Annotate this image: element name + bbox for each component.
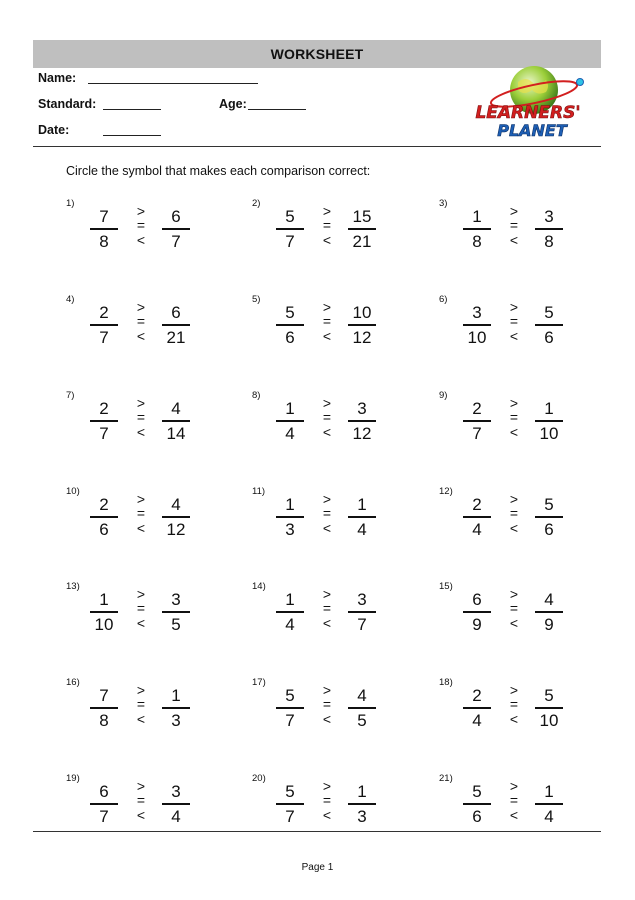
right-numerator: 4 xyxy=(171,399,181,418)
equal-symbol[interactable]: = xyxy=(509,409,519,425)
fraction-bar xyxy=(90,420,118,422)
fraction-bar xyxy=(463,707,491,709)
left-numerator: 2 xyxy=(472,495,482,514)
fraction-bar xyxy=(535,611,563,613)
less-than-symbol[interactable]: < xyxy=(322,424,332,440)
less-than-symbol[interactable]: < xyxy=(136,328,146,344)
greater-than-symbol[interactable]: > xyxy=(509,682,519,698)
fraction-bar xyxy=(276,516,304,518)
fraction-bar xyxy=(276,611,304,613)
right-numerator: 1 xyxy=(544,782,554,801)
left-numerator: 6 xyxy=(99,782,109,801)
equal-symbol[interactable]: = xyxy=(322,505,332,521)
date-label: Date: xyxy=(38,123,70,137)
less-than-symbol[interactable]: < xyxy=(136,615,146,631)
left-numerator: 2 xyxy=(99,399,109,418)
problem-18 xyxy=(439,677,569,737)
problem-number: 7) xyxy=(66,390,75,401)
problem-number: 14) xyxy=(252,581,266,592)
left-denominator: 10 xyxy=(467,328,487,347)
date-blank[interactable] xyxy=(103,124,161,136)
problem-number: 15) xyxy=(439,581,453,592)
problem-number: 3) xyxy=(439,198,448,209)
page-number: Page 1 xyxy=(301,862,334,873)
left-fraction xyxy=(90,398,118,444)
equal-symbol[interactable]: = xyxy=(136,600,146,616)
problem-10 xyxy=(66,486,196,546)
right-fraction xyxy=(162,685,190,731)
left-fraction xyxy=(90,781,118,827)
left-numerator: 2 xyxy=(99,495,109,514)
right-numerator: 4 xyxy=(171,495,181,514)
left-denominator: 10 xyxy=(94,615,114,634)
equal-symbol[interactable]: = xyxy=(509,313,519,329)
right-numerator: 1 xyxy=(544,399,554,418)
right-fraction xyxy=(535,302,563,348)
left-fraction xyxy=(276,685,304,731)
equal-symbol[interactable]: = xyxy=(322,217,332,233)
left-denominator: 7 xyxy=(472,424,482,443)
right-denominator: 21 xyxy=(166,328,186,347)
right-fraction xyxy=(162,302,190,348)
problem-13 xyxy=(66,581,196,641)
left-numerator: 2 xyxy=(99,303,109,322)
left-numerator: 6 xyxy=(472,590,482,609)
problem-4 xyxy=(66,294,196,354)
left-numerator: 5 xyxy=(285,686,295,705)
logo-text-line1: LEARNERS' xyxy=(475,103,581,123)
right-fraction xyxy=(535,685,563,731)
left-numerator: 1 xyxy=(99,590,109,609)
left-numerator: 3 xyxy=(472,303,482,322)
right-numerator: 3 xyxy=(171,782,181,801)
less-than-symbol[interactable]: < xyxy=(136,424,146,440)
fraction-bar xyxy=(162,516,190,518)
right-fraction xyxy=(162,398,190,444)
fraction-bar xyxy=(535,516,563,518)
problem-number: 6) xyxy=(439,294,448,305)
equal-symbol[interactable]: = xyxy=(509,505,519,521)
right-fraction xyxy=(162,589,190,635)
problem-number: 17) xyxy=(252,677,266,688)
left-numerator: 2 xyxy=(472,399,482,418)
less-than-symbol[interactable]: < xyxy=(322,328,332,344)
fraction-bar xyxy=(90,707,118,709)
fraction-bar xyxy=(348,611,376,613)
equal-symbol[interactable]: = xyxy=(509,792,519,808)
fraction-bar xyxy=(162,803,190,805)
worksheet-title: WORKSHEET xyxy=(33,40,601,68)
left-denominator: 3 xyxy=(285,520,295,539)
greater-than-symbol[interactable]: > xyxy=(322,299,332,315)
left-numerator: 1 xyxy=(285,495,295,514)
right-denominator: 4 xyxy=(544,807,554,826)
left-numerator: 7 xyxy=(99,207,109,226)
problem-20 xyxy=(252,773,382,833)
right-fraction xyxy=(348,206,376,252)
header-divider xyxy=(33,146,601,147)
less-than-symbol[interactable]: < xyxy=(322,807,332,823)
right-denominator: 8 xyxy=(544,232,554,251)
fraction-bar xyxy=(348,420,376,422)
equal-symbol[interactable]: = xyxy=(322,600,332,616)
left-fraction xyxy=(276,302,304,348)
right-fraction xyxy=(535,589,563,635)
greater-than-symbol[interactable]: > xyxy=(322,682,332,698)
fraction-bar xyxy=(90,611,118,613)
age-label: Age: xyxy=(219,97,247,111)
problem-9 xyxy=(439,390,569,450)
right-fraction xyxy=(162,781,190,827)
left-fraction xyxy=(276,494,304,540)
fraction-bar xyxy=(162,420,190,422)
right-denominator: 4 xyxy=(357,520,367,539)
problem-21 xyxy=(439,773,569,833)
problem-14 xyxy=(252,581,382,641)
fraction-bar xyxy=(276,803,304,805)
greater-than-symbol[interactable]: > xyxy=(509,203,519,219)
fraction-bar xyxy=(535,803,563,805)
fraction-bar xyxy=(535,324,563,326)
right-numerator: 6 xyxy=(171,303,181,322)
equal-symbol[interactable]: = xyxy=(136,313,146,329)
less-than-symbol[interactable]: < xyxy=(136,232,146,248)
less-than-symbol[interactable]: < xyxy=(136,711,146,727)
right-numerator: 4 xyxy=(357,686,367,705)
right-fraction xyxy=(348,494,376,540)
age-blank[interactable] xyxy=(248,98,306,110)
name-label: Name: xyxy=(38,71,77,85)
fraction-bar xyxy=(276,420,304,422)
right-denominator: 7 xyxy=(357,615,367,634)
equal-symbol[interactable]: = xyxy=(509,217,519,233)
greater-than-symbol[interactable]: > xyxy=(322,586,332,602)
left-denominator: 7 xyxy=(99,328,109,347)
fraction-bar xyxy=(463,803,491,805)
left-fraction xyxy=(276,589,304,635)
left-denominator: 9 xyxy=(472,615,482,634)
equal-symbol[interactable]: = xyxy=(509,600,519,616)
right-denominator: 3 xyxy=(357,807,367,826)
problem-number: 20) xyxy=(252,773,266,784)
problem-number: 1) xyxy=(66,198,75,209)
greater-than-symbol[interactable]: > xyxy=(136,682,146,698)
right-denominator: 10 xyxy=(539,424,559,443)
less-than-symbol[interactable]: < xyxy=(509,520,519,536)
greater-than-symbol[interactable]: > xyxy=(322,395,332,411)
equal-symbol[interactable]: = xyxy=(136,217,146,233)
right-numerator: 5 xyxy=(544,495,554,514)
problem-number: 19) xyxy=(66,773,80,784)
less-than-symbol[interactable]: < xyxy=(509,328,519,344)
logo-text-line2: PLANET xyxy=(497,121,567,140)
left-fraction xyxy=(90,206,118,252)
right-numerator: 3 xyxy=(171,590,181,609)
right-fraction xyxy=(348,398,376,444)
problem-1 xyxy=(66,198,196,258)
fraction-bar xyxy=(90,228,118,230)
left-fraction xyxy=(463,398,491,444)
greater-than-symbol[interactable]: > xyxy=(136,203,146,219)
greater-than-symbol[interactable]: > xyxy=(322,778,332,794)
problem-number: 2) xyxy=(252,198,261,209)
right-denominator: 4 xyxy=(171,807,181,826)
equal-symbol[interactable]: = xyxy=(322,409,332,425)
problem-5 xyxy=(252,294,382,354)
right-numerator: 3 xyxy=(544,207,554,226)
less-than-symbol[interactable]: < xyxy=(322,615,332,631)
right-fraction xyxy=(535,781,563,827)
left-numerator: 5 xyxy=(285,303,295,322)
left-numerator: 1 xyxy=(285,399,295,418)
greater-than-symbol[interactable]: > xyxy=(322,203,332,219)
right-fraction xyxy=(348,589,376,635)
left-numerator: 5 xyxy=(472,782,482,801)
right-numerator: 1 xyxy=(357,495,367,514)
greater-than-symbol[interactable]: > xyxy=(509,299,519,315)
right-denominator: 6 xyxy=(544,520,554,539)
right-denominator: 21 xyxy=(352,232,372,251)
problem-6 xyxy=(439,294,569,354)
problem-number: 11) xyxy=(252,486,266,497)
footer-divider xyxy=(33,831,601,832)
less-than-symbol[interactable]: < xyxy=(136,520,146,536)
problem-number: 21) xyxy=(439,773,453,784)
fraction-bar xyxy=(348,324,376,326)
greater-than-symbol[interactable]: > xyxy=(136,299,146,315)
greater-than-symbol[interactable]: > xyxy=(509,395,519,411)
right-numerator: 1 xyxy=(171,686,181,705)
greater-than-symbol[interactable]: > xyxy=(509,778,519,794)
left-numerator: 5 xyxy=(285,782,295,801)
left-fraction xyxy=(463,494,491,540)
less-than-symbol[interactable]: < xyxy=(509,232,519,248)
left-denominator: 6 xyxy=(285,328,295,347)
problem-number: 12) xyxy=(439,486,453,497)
left-fraction xyxy=(463,685,491,731)
left-fraction xyxy=(276,781,304,827)
right-numerator: 15 xyxy=(352,207,372,226)
right-denominator: 12 xyxy=(352,328,372,347)
left-numerator: 1 xyxy=(472,207,482,226)
name-blank[interactable] xyxy=(88,72,258,84)
fraction-bar xyxy=(463,516,491,518)
right-numerator: 3 xyxy=(357,399,367,418)
equal-symbol[interactable]: = xyxy=(322,313,332,329)
left-denominator: 7 xyxy=(285,232,295,251)
right-fraction xyxy=(348,781,376,827)
greater-than-symbol[interactable]: > xyxy=(509,491,519,507)
greater-than-symbol[interactable]: > xyxy=(136,395,146,411)
left-denominator: 8 xyxy=(472,232,482,251)
greater-than-symbol[interactable]: > xyxy=(136,491,146,507)
equal-symbol[interactable]: = xyxy=(136,505,146,521)
left-fraction xyxy=(90,589,118,635)
right-denominator: 10 xyxy=(539,711,559,730)
less-than-symbol[interactable]: < xyxy=(509,807,519,823)
right-numerator: 3 xyxy=(357,590,367,609)
left-denominator: 7 xyxy=(285,807,295,826)
left-denominator: 7 xyxy=(99,807,109,826)
right-denominator: 9 xyxy=(544,615,554,634)
fraction-bar xyxy=(348,228,376,230)
right-fraction xyxy=(162,206,190,252)
less-than-symbol[interactable]: < xyxy=(509,424,519,440)
left-denominator: 7 xyxy=(99,424,109,443)
left-numerator: 2 xyxy=(472,686,482,705)
problem-7 xyxy=(66,390,196,450)
right-denominator: 6 xyxy=(544,328,554,347)
problem-16 xyxy=(66,677,196,737)
fraction-bar xyxy=(90,516,118,518)
left-denominator: 4 xyxy=(472,711,482,730)
fraction-bar xyxy=(162,611,190,613)
right-numerator: 10 xyxy=(352,303,372,322)
right-denominator: 12 xyxy=(352,424,372,443)
right-fraction xyxy=(348,685,376,731)
less-than-symbol[interactable]: < xyxy=(509,615,519,631)
fraction-bar xyxy=(162,228,190,230)
fraction-bar xyxy=(535,420,563,422)
fraction-bar xyxy=(162,324,190,326)
right-numerator: 1 xyxy=(357,782,367,801)
problem-15 xyxy=(439,581,569,641)
problem-number: 8) xyxy=(252,390,261,401)
problem-number: 4) xyxy=(66,294,75,305)
greater-than-symbol[interactable]: > xyxy=(322,491,332,507)
fraction-bar xyxy=(348,707,376,709)
fraction-bar xyxy=(162,707,190,709)
problem-8 xyxy=(252,390,382,450)
fraction-bar xyxy=(276,228,304,230)
left-fraction xyxy=(276,206,304,252)
fraction-bar xyxy=(348,803,376,805)
right-fraction xyxy=(162,494,190,540)
fraction-bar xyxy=(463,228,491,230)
equal-symbol[interactable]: = xyxy=(322,696,332,712)
left-numerator: 1 xyxy=(285,590,295,609)
left-denominator: 4 xyxy=(285,615,295,634)
equal-symbol[interactable]: = xyxy=(509,696,519,712)
right-fraction xyxy=(535,494,563,540)
left-numerator: 5 xyxy=(285,207,295,226)
left-numerator: 7 xyxy=(99,686,109,705)
left-fraction xyxy=(90,685,118,731)
problem-number: 10) xyxy=(66,486,80,497)
problem-number: 9) xyxy=(439,390,448,401)
greater-than-symbol[interactable]: > xyxy=(136,586,146,602)
learners-planet-logo xyxy=(462,64,594,142)
equal-symbol[interactable]: = xyxy=(136,696,146,712)
right-fraction xyxy=(535,398,563,444)
left-fraction xyxy=(90,494,118,540)
right-numerator: 6 xyxy=(171,207,181,226)
instruction-text: Circle the symbol that makes each comparison correct: xyxy=(66,164,371,178)
left-denominator: 6 xyxy=(472,807,482,826)
greater-than-symbol[interactable]: > xyxy=(136,778,146,794)
fraction-bar xyxy=(463,324,491,326)
fraction-bar xyxy=(535,228,563,230)
left-denominator: 4 xyxy=(285,424,295,443)
standard-blank[interactable] xyxy=(103,98,161,110)
less-than-symbol[interactable]: < xyxy=(136,807,146,823)
less-than-symbol[interactable]: < xyxy=(322,711,332,727)
problem-number: 5) xyxy=(252,294,261,305)
left-denominator: 8 xyxy=(99,232,109,251)
less-than-symbol[interactable]: < xyxy=(322,232,332,248)
problem-2 xyxy=(252,198,382,258)
fraction-bar xyxy=(276,324,304,326)
equal-symbol[interactable]: = xyxy=(136,409,146,425)
problem-11 xyxy=(252,486,382,546)
right-denominator: 3 xyxy=(171,711,181,730)
fraction-bar xyxy=(463,611,491,613)
fraction-bar xyxy=(90,324,118,326)
fraction-bar xyxy=(348,516,376,518)
left-denominator: 4 xyxy=(472,520,482,539)
standard-label: Standard: xyxy=(38,97,97,111)
left-fraction xyxy=(276,398,304,444)
left-denominator: 7 xyxy=(285,711,295,730)
equal-symbol[interactable]: = xyxy=(136,792,146,808)
left-fraction xyxy=(463,589,491,635)
less-than-symbol[interactable]: < xyxy=(322,520,332,536)
right-denominator: 5 xyxy=(357,711,367,730)
left-fraction xyxy=(90,302,118,348)
problem-number: 13) xyxy=(66,581,80,592)
fraction-bar xyxy=(535,707,563,709)
fraction-bar xyxy=(463,420,491,422)
left-denominator: 6 xyxy=(99,520,109,539)
right-fraction xyxy=(348,302,376,348)
fraction-bar xyxy=(90,803,118,805)
right-fraction xyxy=(535,206,563,252)
problem-number: 16) xyxy=(66,677,80,688)
problem-19 xyxy=(66,773,196,833)
greater-than-symbol[interactable]: > xyxy=(509,586,519,602)
right-numerator: 5 xyxy=(544,303,554,322)
left-fraction xyxy=(463,206,491,252)
problem-12 xyxy=(439,486,569,546)
problem-17 xyxy=(252,677,382,737)
right-denominator: 5 xyxy=(171,615,181,634)
right-denominator: 12 xyxy=(166,520,186,539)
right-denominator: 7 xyxy=(171,232,181,251)
right-denominator: 14 xyxy=(166,424,186,443)
left-denominator: 8 xyxy=(99,711,109,730)
right-numerator: 4 xyxy=(544,590,554,609)
right-numerator: 5 xyxy=(544,686,554,705)
less-than-symbol[interactable]: < xyxy=(509,711,519,727)
equal-symbol[interactable]: = xyxy=(322,792,332,808)
problem-3 xyxy=(439,198,569,258)
left-fraction xyxy=(463,781,491,827)
problem-number: 18) xyxy=(439,677,453,688)
fraction-bar xyxy=(276,707,304,709)
left-fraction xyxy=(463,302,491,348)
